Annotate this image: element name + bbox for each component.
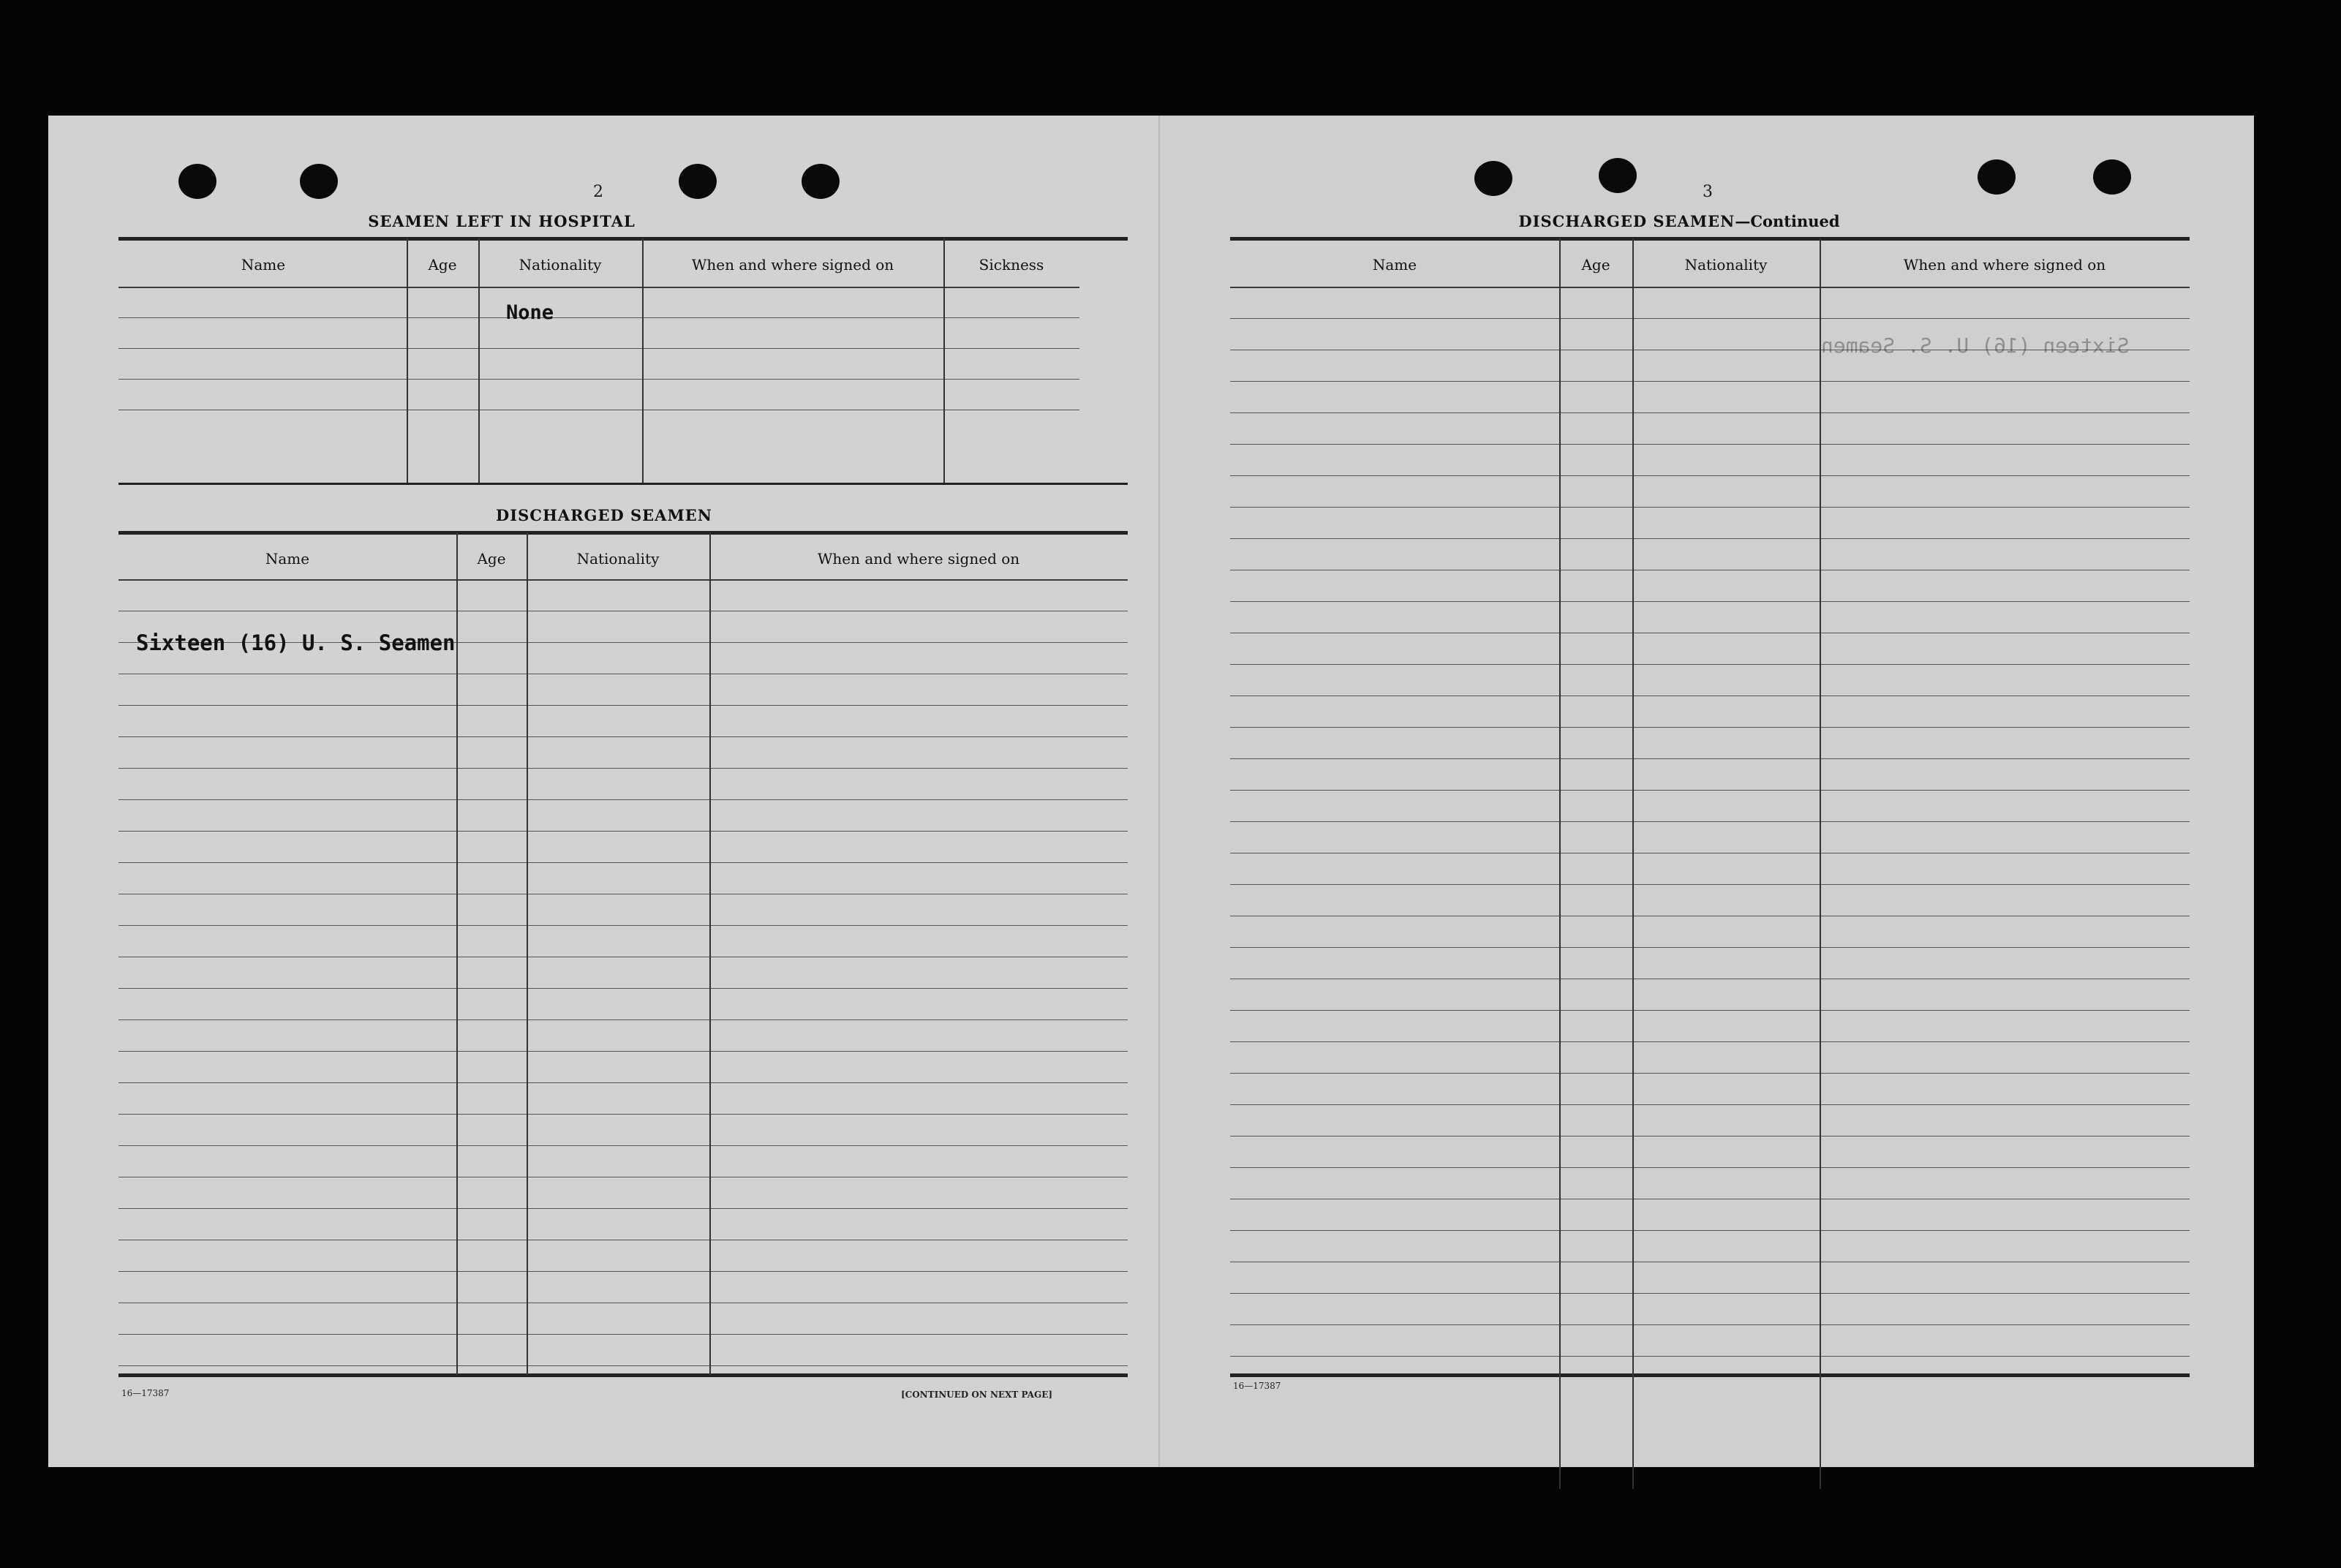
rule [118, 287, 1079, 288]
page-number: 3 [1703, 183, 1713, 201]
column-rule [642, 238, 644, 483]
left-page [48, 116, 1160, 1467]
rule [1230, 1230, 2190, 1231]
rule [1230, 947, 2190, 948]
rule [1230, 287, 2190, 288]
rule [118, 379, 1079, 380]
column-rule [527, 532, 528, 1375]
continued-note: [CONTINUED ON NEXT PAGE] [901, 1390, 1053, 1400]
rule [1230, 1293, 2190, 1294]
column-header-name: Name [265, 550, 310, 568]
rule [1230, 507, 2190, 508]
rule [1230, 821, 2190, 822]
continued-title-suffix: —Continued [1735, 212, 1840, 230]
rule [1230, 1356, 2190, 1357]
rule [118, 348, 1079, 349]
column-header-name: Name [1372, 256, 1417, 274]
discharged-entry: Sixteen (16) U. S. Seamen [136, 630, 456, 655]
rule [1230, 318, 2190, 319]
punch-hole [679, 164, 717, 199]
rule [118, 1373, 1128, 1377]
rule [118, 705, 1128, 706]
rule [1230, 1010, 2190, 1011]
rule [118, 483, 1128, 485]
column-rule [709, 532, 711, 1375]
rule [118, 925, 1128, 926]
rule [1230, 381, 2190, 382]
column-header-signed-on: When and where signed on [817, 550, 1020, 568]
rule [1230, 444, 2190, 445]
column-rule [1632, 238, 1634, 1489]
rule [118, 317, 1079, 318]
rule [1230, 1324, 2190, 1325]
rule [1230, 758, 2190, 759]
rule [118, 531, 1128, 535]
rule [1230, 237, 2190, 241]
column-rule [456, 532, 458, 1375]
column-header-sickness: Sickness [979, 256, 1044, 274]
rule [1230, 1167, 2190, 1168]
hospital-section-title: SEAMEN LEFT IN HOSPITAL [368, 212, 636, 230]
rule [118, 831, 1128, 832]
rule [1230, 1104, 2190, 1105]
column-header-age: Age [1581, 256, 1610, 274]
column-rule [1820, 238, 1821, 1489]
rule [1230, 412, 2190, 413]
column-header-signed-on: When and where signed on [1903, 256, 2106, 274]
page-number: 2 [593, 183, 603, 201]
rule [1230, 790, 2190, 791]
punch-hole [178, 164, 216, 199]
rule [1230, 884, 2190, 885]
punch-hole [1978, 159, 2016, 195]
rule [1230, 601, 2190, 602]
rule [118, 1051, 1128, 1052]
rule [1230, 664, 2190, 665]
rule [118, 988, 1128, 989]
continued-title-main: DISCHARGED SEAMEN [1518, 212, 1735, 230]
column-rule [1559, 238, 1561, 1489]
rule [1230, 475, 2190, 476]
ledger-sheet [48, 116, 2254, 1467]
rule [118, 799, 1128, 800]
rule [118, 1019, 1128, 1020]
rule [1230, 1041, 2190, 1042]
rule [118, 862, 1128, 863]
rule [118, 1145, 1128, 1146]
rule [1230, 538, 2190, 539]
rule [118, 736, 1128, 737]
form-number: 16—17387 [121, 1388, 170, 1398]
rule [118, 1334, 1128, 1335]
rule [118, 1365, 1128, 1366]
column-header-signed-on: When and where signed on [691, 256, 894, 274]
rule [118, 1271, 1128, 1272]
form-number: 16—17387 [1233, 1381, 1281, 1391]
rule [118, 1114, 1128, 1115]
column-header-nationality: Nationality [519, 256, 602, 274]
column-rule [478, 238, 480, 483]
rule [118, 579, 1128, 581]
punch-hole [802, 164, 840, 199]
punch-hole [2093, 159, 2131, 195]
right-page [1160, 116, 2254, 1467]
continued-section-title [1452, 212, 1906, 230]
rule [118, 237, 1128, 241]
rule [1230, 1373, 2190, 1377]
column-rule [943, 238, 945, 483]
rule [1230, 727, 2190, 728]
rule [118, 768, 1128, 769]
column-header-nationality: Nationality [576, 550, 660, 568]
rule [1230, 1073, 2190, 1074]
punch-hole [1474, 161, 1512, 196]
punch-hole [300, 164, 338, 199]
column-header-name: Name [241, 256, 286, 274]
rule [1230, 1136, 2190, 1137]
column-header-age: Age [477, 550, 506, 568]
column-rule [407, 238, 408, 483]
column-header-nationality: Nationality [1684, 256, 1768, 274]
hospital-entry: None [506, 301, 554, 324]
punch-hole [1599, 158, 1637, 193]
column-header-age: Age [428, 256, 457, 274]
rule [118, 1082, 1128, 1083]
discharged-section-title: DISCHARGED SEAMEN [496, 506, 712, 524]
rule [118, 1208, 1128, 1209]
show-through-text: Sixteen (16) U. S. Seamen [1821, 333, 2130, 358]
